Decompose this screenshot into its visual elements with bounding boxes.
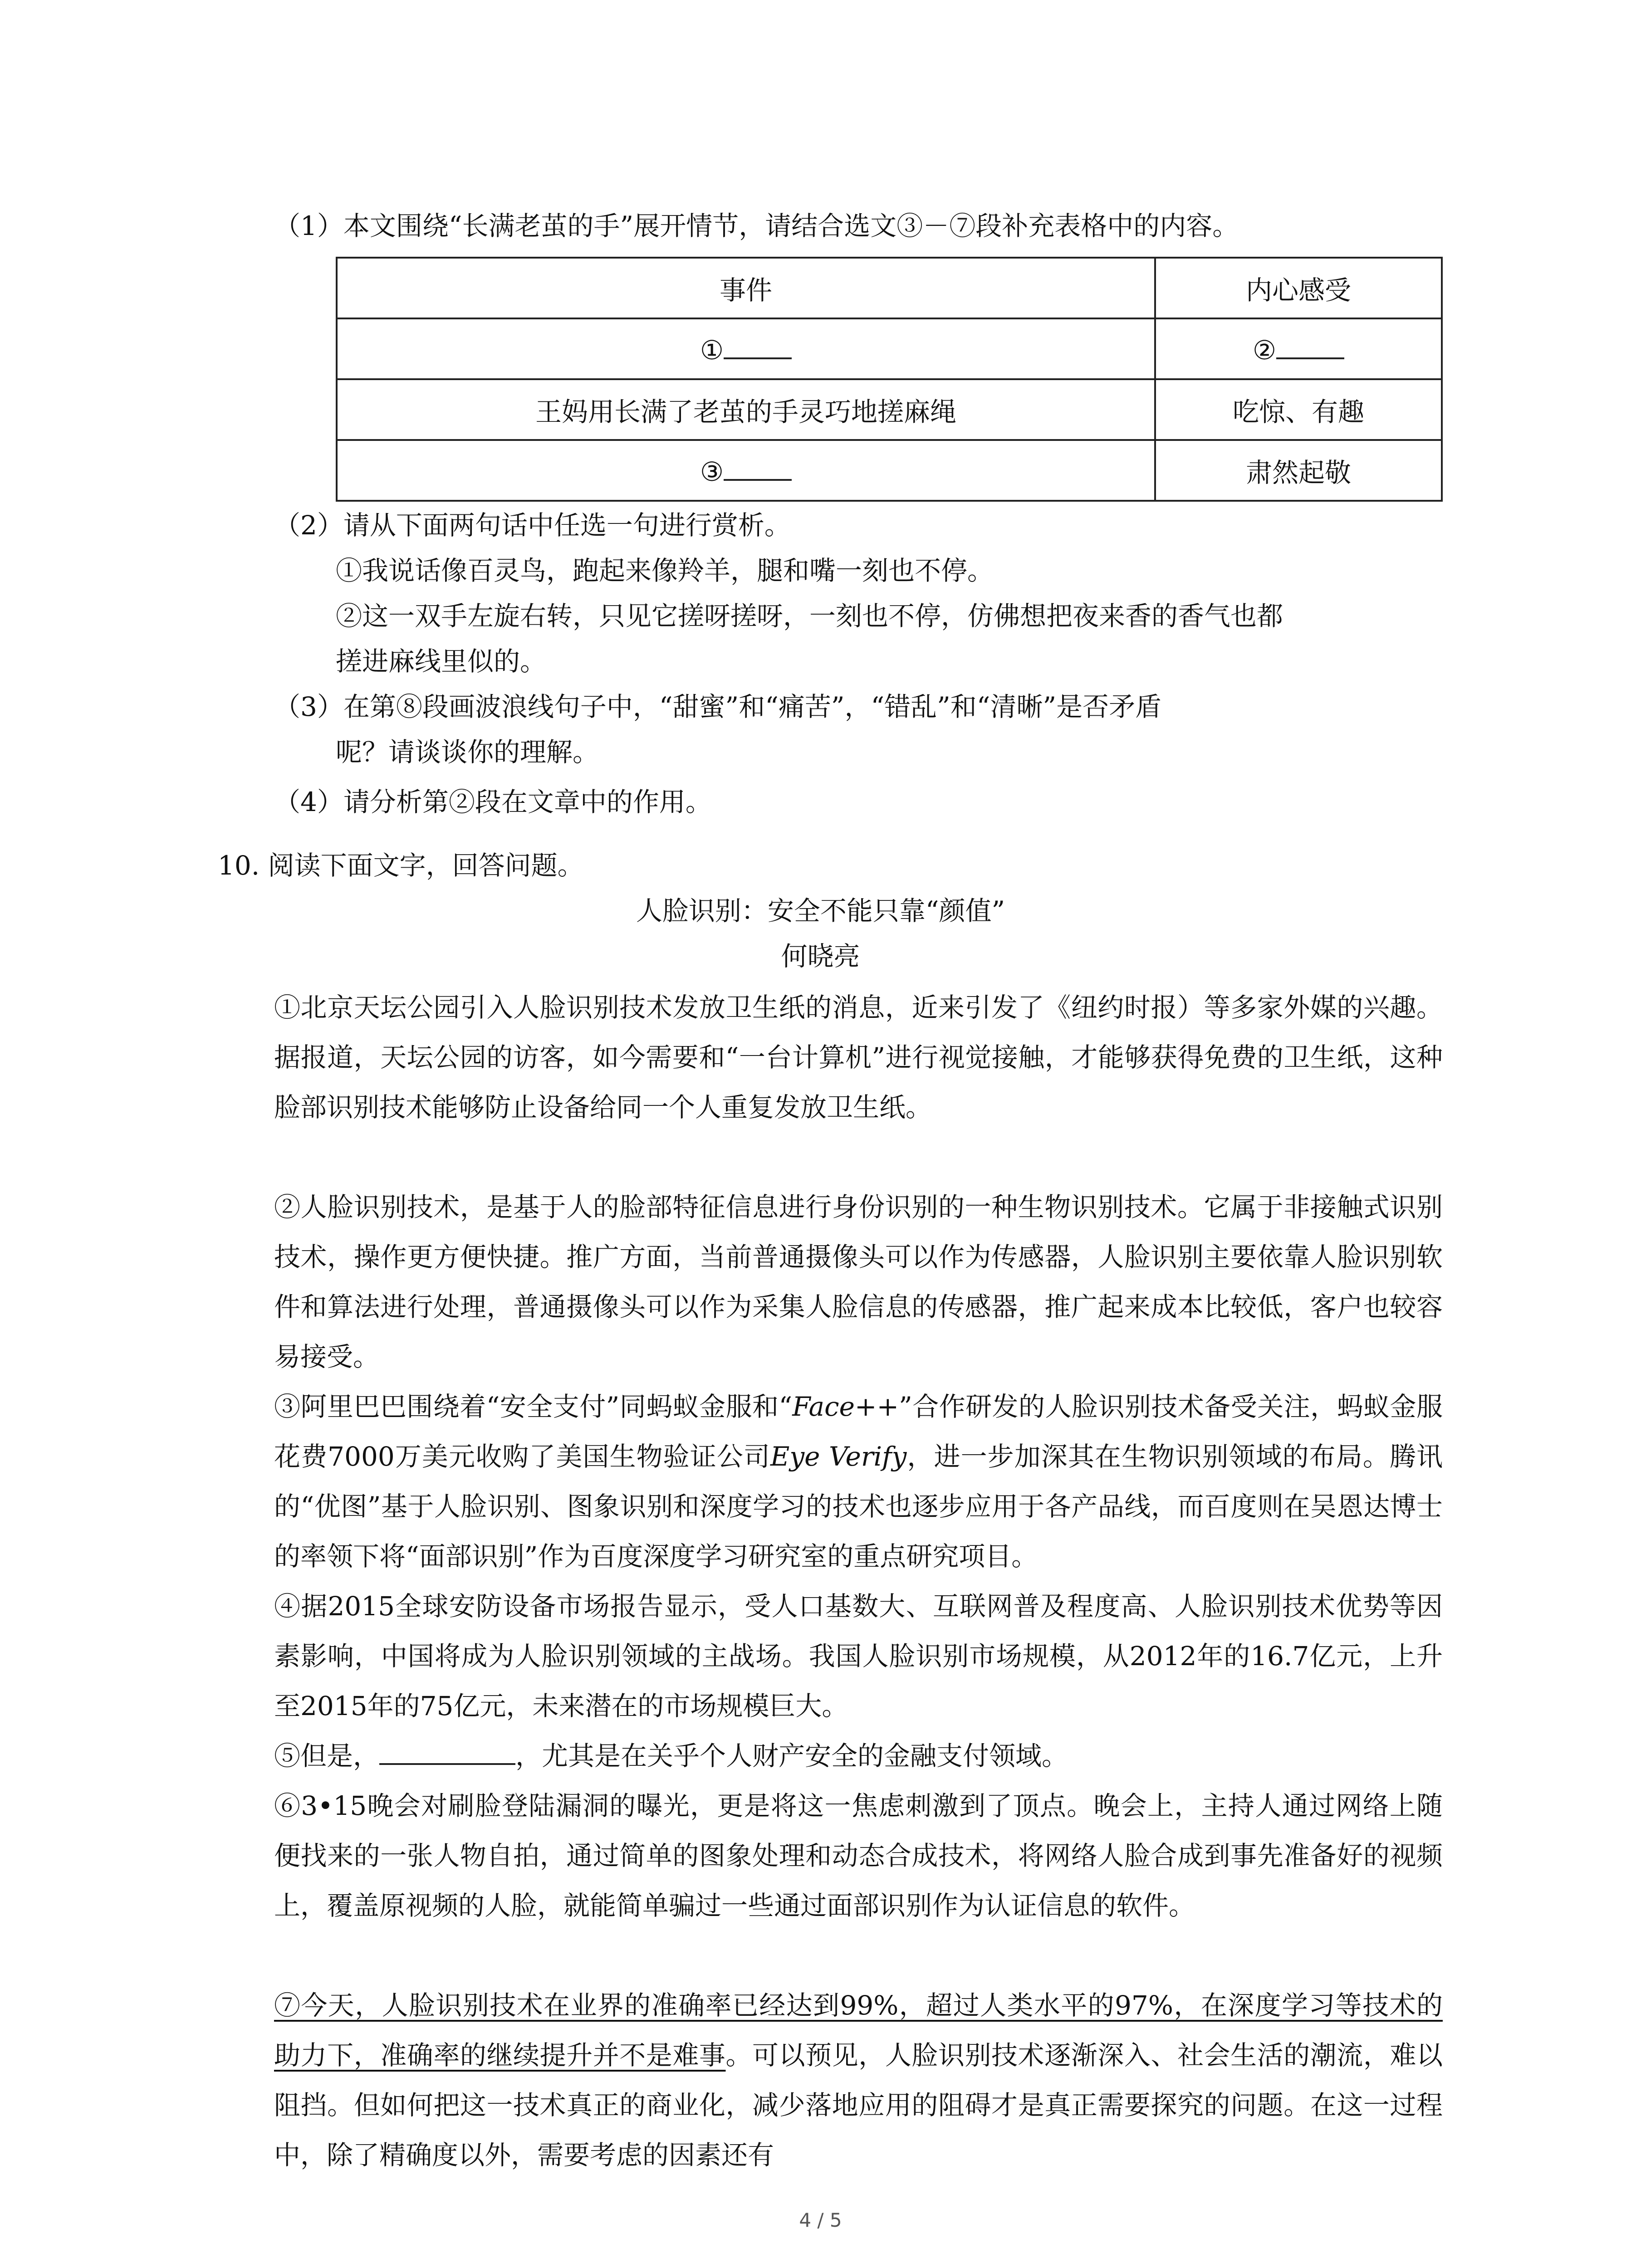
eye-verify-term: Eye Verify [770, 1441, 907, 1472]
face-plus-term: Face++ [792, 1391, 899, 1422]
paragraph-7: ⑦今天，人脸识别技术在业界的准确率已经达到99%，超过人类水平的97%，在深度学习等技术的助力下，准确率的继续提升并不是难事。可以预见，人脸识别技术逐渐深入、社会生活的潮流，难以阻挡。但如何把这一技术真正的商业化，减少落地应用的阻碍才是真正需要探究的问题。在这一过程中，除了精确度以外，需要考虑的因素还有 [274, 1990, 1443, 2170]
table-cell-event: ① [337, 318, 1155, 379]
q10-stem: 10. 阅读下面文字，回答问题。 [218, 850, 584, 881]
table-cell-event: ③ [337, 440, 1155, 501]
paragraph-3: ③阿里巴巴围绕着“安全支付”同蚂蚁金服和“Face++”合作研发的人脸识别技术备受关注，蚂蚁金服花费7000万美元收购了美国生物验证公司Eye Verify，进一步加深其在生物识别领域的布局。腾讯的“优图”基于人脸识别、图象识别和深度学习的技术也逐步应用于各产品线，而百度则在吴恩达博士的率领下将“面部识别”作为百度深度学习研究室的重点研究项目。 [274, 1391, 1443, 1572]
paragraph-4: ④据2015全球安防设备市场报告显示，受人口基数大、互联网普及程度高、人脸识别技术优势等因素影响，中国将成为人脸识别领域的主战场。我国人脸识别市场规模，从2012年的16.7亿元，上升至2015年的75亿元，未来潜在的市场规模巨大。 [274, 1591, 1443, 1721]
table-cell-feeling: 肃然起敬 [1155, 440, 1442, 501]
q9-sub2: （2）请从下面两句话中任选一句进行赏析。 [274, 510, 791, 541]
paragraph-6: ⑥3•15晚会对刷脸登陆漏洞的曝光，更是将这一焦虑刺激到了顶点。晚会上，主持人通过网络上随便找来的一张人物自拍，通过简单的图象处理和动态合成技术，将网络人脸合成到事先准备好的视频上，覆盖原视频的人脸，就能简单骗过一些通过面部识别作为认证信息的软件。 [274, 1790, 1443, 1921]
answer-blank[interactable] [379, 1738, 515, 1765]
table-header-feeling: 内心感受 [1155, 258, 1442, 318]
q9-sub4: （4）请分析第②段在文章中的作用。 [274, 787, 712, 817]
q9-sub3: （3）在第⑧段画波浪线句子中，“甜蜜”和“痛苦”，“错乱”和“清晰”是否矛盾 [274, 691, 1162, 722]
q9-sub2-option1: ①我说话像百灵鸟，跑起来像羚羊，腿和嘴一刻也不停。 [336, 555, 994, 586]
events-table [336, 257, 1443, 502]
table-cell-event: 王妈用长满了老茧的手灵巧地搓麻绳 [337, 379, 1155, 440]
article-title: 人脸识别：安全不能只靠“颜值” [636, 895, 1005, 926]
table-row [337, 318, 1442, 379]
table-header-event: 事件 [337, 258, 1155, 318]
q9-sub2-option2-cont: 搓进麻线里似的。 [336, 646, 547, 677]
paragraph-1: ①北京天坛公园引入人脸识别技术发放卫生纸的消息，近来引发了《纽约时报）等多家外媒的兴趣。据报道，天坛公园的访客，如今需要和“一台计算机”进行视觉接触，才能够获得免费的卫生纸，这种脸部识别技术能够防止设备给同一个人重复发放卫生纸。 [274, 992, 1443, 1123]
article-author: 何晓亮 [781, 941, 860, 972]
paragraph-2: ②人脸识别技术，是基于人的脸部特征信息进行身份识别的一种生物识别技术。它属于非接触式识别技术，操作更方便快捷。推广方面，当前普通摄像头可以作为传感器，人脸识别主要依靠人脸识别软件和算法进行处理，普通摄像头可以作为采集人脸信息的传感器，推广起来成本比较低，客户也较容易接受。 [274, 1192, 1443, 1372]
table-row [337, 379, 1442, 440]
answer-blank[interactable] [724, 454, 792, 481]
page-number: 4 / 5 [799, 2209, 842, 2231]
table-cell-feeling: ② [1155, 318, 1442, 379]
table-row [337, 440, 1442, 501]
q9-sub3-cont: 呢？请谈谈你的理解。 [336, 737, 599, 767]
q9-sub2-option2: ②这一双手左旋右转，只见它搓呀搓呀，一刻也不停，仿佛想把夜来香的香气也都 [336, 601, 1283, 631]
answer-blank[interactable] [1276, 332, 1344, 359]
table-cell-feeling: 吃惊、有趣 [1155, 379, 1442, 440]
answer-blank[interactable] [724, 332, 792, 359]
table-header-row [337, 258, 1442, 318]
paragraph-5: ⑤但是， ，尤其是在关乎个人财产安全的金融支付领域。 [274, 1731, 1443, 1781]
underlined-sentence: ⑦今天，人脸识别技术在业界的准确率已经达到99%，超过人类水平的97%，在深度学习等技术的助力下，准确率的继续提升并不是难事 [274, 1990, 1443, 2071]
q9-sub1: （1）本文围绕“长满老茧的手”展开情节，请结合选文③－⑦段补充表格中的内容。 [274, 210, 1239, 241]
